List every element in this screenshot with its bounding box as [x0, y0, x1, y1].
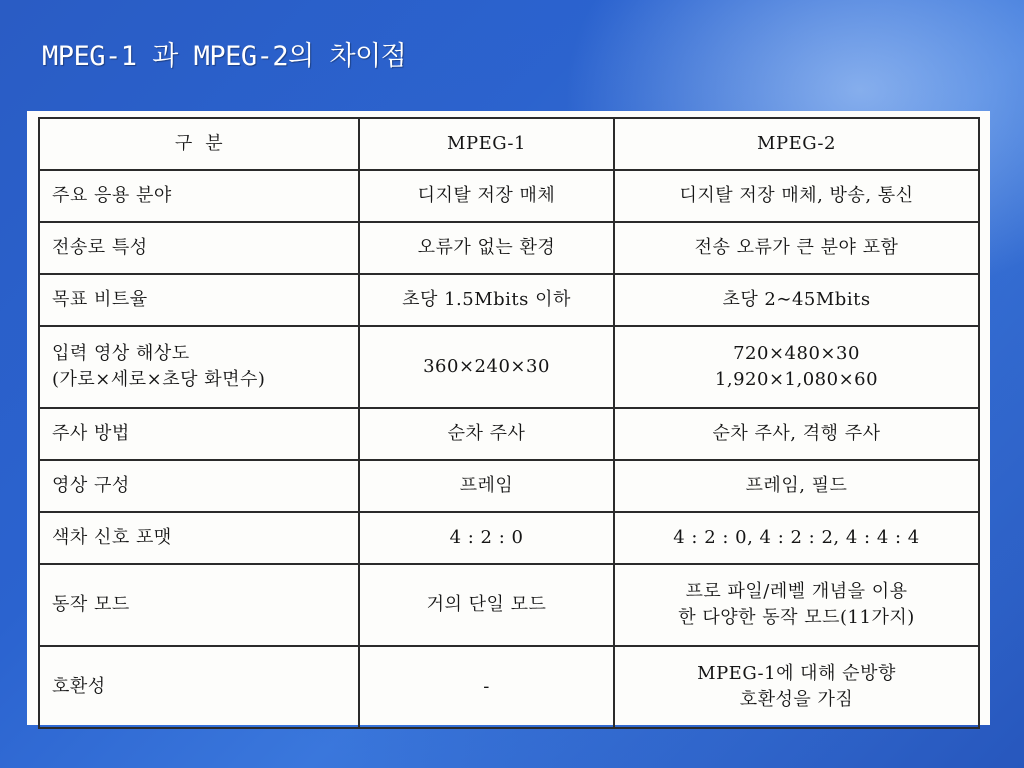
row-label: 주사 방법	[39, 408, 359, 460]
table-row	[39, 460, 979, 512]
row-label: 전송로 특성	[39, 222, 359, 274]
row-label: 영상 구성	[39, 460, 359, 512]
mpeg2-value: 디지탈 저장 매체, 방송, 통신	[614, 170, 979, 222]
row-label: 주요 응용 분야	[39, 170, 359, 222]
table-row	[39, 170, 979, 222]
mpeg2-value: 순차 주사, 격행 주사	[614, 408, 979, 460]
header-category: 구 분	[39, 118, 359, 170]
mpeg2-value: 프로 파일/레벨 개념을 이용 한 다양한 동작 모드(11가지)	[614, 564, 979, 646]
mpeg1-value: 360×240×30	[359, 326, 614, 408]
table-row	[39, 408, 979, 460]
table-row	[39, 512, 979, 564]
row-label: 목표 비트율	[39, 274, 359, 326]
table-row	[39, 564, 979, 646]
table-row	[39, 274, 979, 326]
mpeg1-value: -	[359, 646, 614, 728]
mpeg1-value: 프레임	[359, 460, 614, 512]
mpeg2-value: 초당 2∼45Mbits	[614, 274, 979, 326]
row-label: 입력 영상 해상도 (가로×세로×초당 화면수)	[39, 326, 359, 408]
row-label: 색차 신호 포맷	[39, 512, 359, 564]
mpeg1-value: 순차 주사	[359, 408, 614, 460]
comparison-table	[38, 117, 980, 729]
mpeg1-value: 거의 단일 모드	[359, 564, 614, 646]
header-mpeg2: MPEG-2	[614, 118, 979, 170]
mpeg2-value: 전송 오류가 큰 분야 포함	[614, 222, 979, 274]
row-label: 동작 모드	[39, 564, 359, 646]
header-mpeg1: MPEG-1	[359, 118, 614, 170]
mpeg1-value: 오류가 없는 환경	[359, 222, 614, 274]
mpeg2-value: 720×480×30 1,920×1,080×60	[614, 326, 979, 408]
table-header-row	[39, 118, 979, 170]
mpeg2-value: 4 : 2 : 0, 4 : 2 : 2, 4 : 4 : 4	[614, 512, 979, 564]
mpeg1-value: 디지탈 저장 매체	[359, 170, 614, 222]
row-label: 호환성	[39, 646, 359, 728]
mpeg1-value: 초당 1.5Mbits 이하	[359, 274, 614, 326]
table-row	[39, 326, 979, 408]
slide-title: MPEG-1 과 MPEG-2의 차이점	[42, 41, 407, 72]
table-row	[39, 646, 979, 728]
mpeg2-value: 프레임, 필드	[614, 460, 979, 512]
mpeg1-value: 4 : 2 : 0	[359, 512, 614, 564]
table-image-panel	[27, 111, 990, 725]
table-row	[39, 222, 979, 274]
mpeg2-value: MPEG-1에 대해 순방향 호환성을 가짐	[614, 646, 979, 728]
